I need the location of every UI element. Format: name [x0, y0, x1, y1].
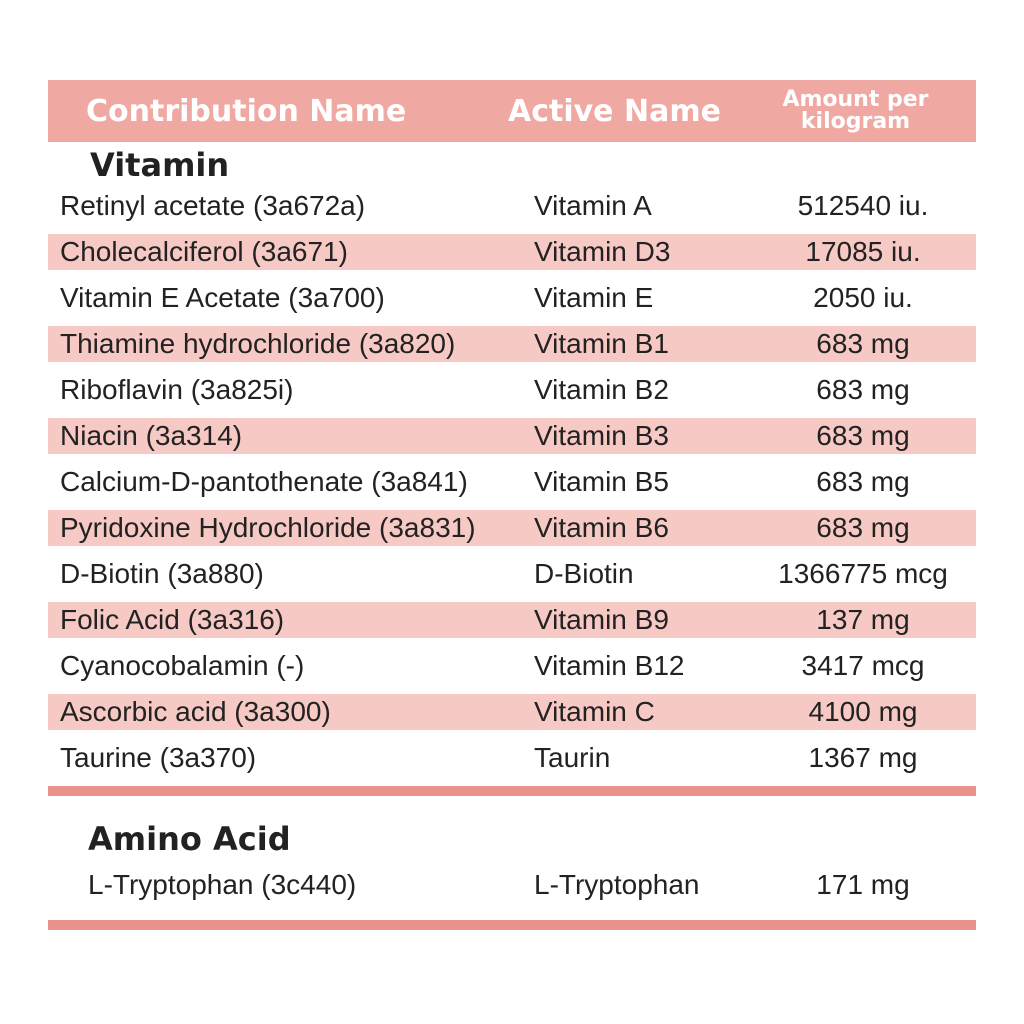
header-active-name: Active Name — [508, 93, 721, 129]
contribution-cell: Taurine (3a370) — [60, 742, 257, 773]
active-cell: Vitamin B5 — [534, 466, 669, 497]
contribution-cell: D-Biotin (3a880) — [60, 558, 264, 589]
nutrient-table — [48, 80, 976, 930]
contribution-cell: Cholecalciferol (3a671) — [60, 236, 348, 267]
contribution-cell: Calcium-D-pantothenate (3a841) — [60, 466, 468, 497]
amount-cell: 683 mg — [816, 466, 910, 497]
amount-cell: 512540 iu. — [797, 190, 929, 221]
section-divider — [48, 920, 976, 930]
amount-cell: 1366775 mcg — [778, 558, 948, 589]
active-cell: Vitamin B2 — [534, 374, 669, 405]
table-row — [48, 556, 976, 592]
active-cell: Vitamin A — [534, 190, 652, 221]
amount-cell: 2050 iu. — [813, 282, 913, 313]
active-cell: D-Biotin — [534, 558, 634, 589]
active-cell: Vitamin D3 — [534, 236, 671, 267]
amount-cell: 3417 mcg — [801, 650, 925, 681]
active-cell: Vitamin B9 — [534, 604, 669, 635]
contribution-cell: Ascorbic acid (3a300) — [60, 696, 331, 727]
table-row — [48, 326, 976, 362]
contribution-cell: Niacin (3a314) — [60, 420, 243, 451]
active-cell: Taurin — [534, 742, 611, 773]
contribution-cell: Vitamin E Acetate (3a700) — [60, 282, 385, 313]
table-row — [48, 280, 976, 316]
active-cell: Vitamin E — [534, 282, 654, 313]
table-row — [48, 188, 976, 224]
section-title-vitamin: Vitamin — [90, 146, 230, 184]
amount-cell: 683 mg — [816, 374, 910, 405]
table-row — [48, 602, 976, 638]
contribution-cell: Riboflavin (3a825i) — [60, 374, 294, 405]
active-cell: Vitamin B1 — [534, 328, 669, 359]
contribution-cell: L-Tryptophan (3c440) — [88, 869, 357, 900]
active-cell: Vitamin B6 — [534, 512, 669, 543]
active-cell: Vitamin C — [534, 696, 655, 727]
amount-cell: 683 mg — [816, 420, 910, 451]
contribution-cell: Pyridoxine Hydrochloride (3a831) — [60, 512, 476, 543]
header-amount-per-kilogram: Amount per kilogram — [782, 87, 929, 134]
table-row — [48, 648, 976, 684]
table-header — [48, 80, 976, 142]
active-cell: Vitamin B3 — [534, 420, 669, 451]
amount-cell: 1367 mg — [808, 742, 918, 773]
contribution-cell: Retinyl acetate (3a672a) — [60, 190, 366, 221]
section-gap — [48, 908, 976, 920]
active-cell: L-Tryptophan — [534, 869, 700, 900]
table-row — [48, 510, 976, 546]
section-gap — [48, 796, 976, 816]
active-cell: Vitamin B12 — [534, 650, 685, 681]
table-row — [48, 418, 976, 454]
contribution-cell: Folic Acid (3a316) — [60, 604, 285, 635]
amount-cell: 137 mg — [816, 604, 910, 635]
table-row — [48, 464, 976, 500]
amount-cell: 171 mg — [816, 869, 910, 900]
table-row — [48, 694, 976, 730]
table-row — [48, 740, 976, 776]
section-divider — [48, 786, 976, 796]
amount-cell: 683 mg — [816, 512, 910, 543]
contribution-cell: Cyanocobalamin (-) — [60, 650, 305, 681]
table-row — [48, 372, 976, 408]
vitamin-rows — [48, 188, 976, 776]
contribution-cell: Thiamine hydrochloride (3a820) — [60, 328, 456, 359]
table-row — [48, 862, 976, 908]
amount-cell: 4100 mg — [808, 696, 918, 727]
amount-cell: 683 mg — [816, 328, 910, 359]
table-row — [48, 234, 976, 270]
header-contribution-name: Contribution Name — [86, 93, 407, 129]
section-title-amino-acid: Amino Acid — [88, 820, 291, 858]
amount-cell: 17085 iu. — [805, 236, 921, 267]
